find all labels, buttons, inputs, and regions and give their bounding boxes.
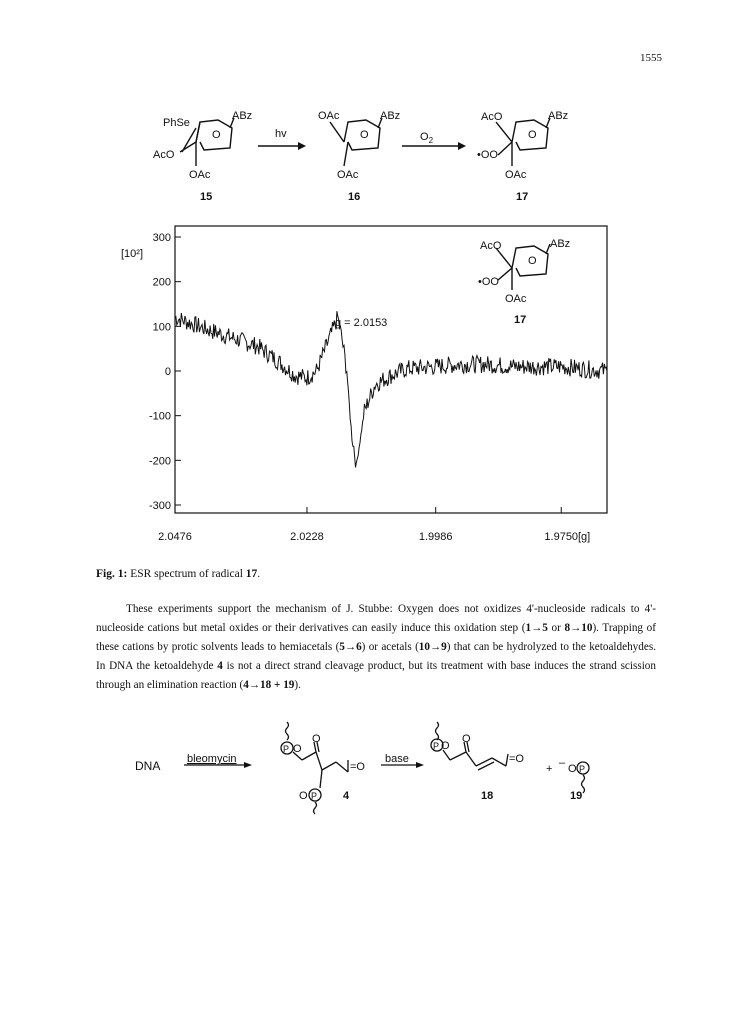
inset-label-peroxyl: •OO [478, 276, 499, 288]
arrow-label-bleomycin: bleomycin [187, 753, 237, 765]
compound-number-17: 17 [516, 191, 529, 203]
ring-oxygen: O [528, 129, 537, 141]
ring-oxygen: O [360, 129, 369, 141]
label-dna: DNA [135, 759, 161, 773]
page-number: 1555 [640, 52, 662, 64]
arrow-label-o2: $O_2$ [420, 131, 434, 145]
label-abz: ABz [380, 110, 401, 122]
label-oac: OAc [318, 110, 340, 122]
inset-compound-number: 17 [514, 314, 527, 326]
phosphate-p: P [433, 741, 440, 751]
label-oac: OAc [505, 169, 527, 181]
label-peroxyl: •OO [477, 149, 498, 161]
compound-number-15: 15 [200, 191, 213, 203]
y-tick-label: -300 [148, 500, 171, 512]
ring-oxygen: O [212, 129, 221, 141]
x-tick-label: 1.9750 [544, 531, 579, 543]
x-axis-label: [g] [578, 531, 591, 543]
label-abz: ABz [548, 110, 569, 122]
y-tick-label: 200 [152, 276, 171, 289]
phosphate-p: P [311, 791, 318, 801]
label-phse: PhSe [163, 117, 190, 129]
oxygen: O [312, 733, 321, 745]
oxygen: O [299, 790, 308, 802]
oxygen: O [568, 763, 577, 775]
arrow-label-hv: hv [275, 128, 287, 140]
label-oac: OAc [189, 169, 211, 181]
phosphate-p: P [579, 764, 586, 774]
aldehyde-oxygen: =O [350, 761, 365, 773]
plus-sign: + [546, 763, 553, 775]
x-tick-label: 2.0476 [158, 531, 192, 543]
figure-caption: Fig. 1: ESR spectrum of radical 17. [96, 568, 261, 580]
aldehyde-oxygen: =O [509, 753, 524, 765]
compound-number-19: 19 [570, 790, 583, 802]
inset-ring-oxygen: O [528, 255, 537, 267]
y-tick-label: 100 [152, 321, 171, 334]
oxygen: O [462, 733, 471, 745]
y-tick-label: 300 [152, 232, 171, 244]
label-aco: AcO [153, 149, 175, 161]
x-tick-label: 2.0228 [290, 531, 324, 543]
x-tick-label: 1.9986 [418, 531, 453, 543]
g-value-annotation: g = 2.0153 [335, 317, 388, 329]
inset-label-aco: AcO [480, 240, 502, 252]
inset-label-abz: ABz [550, 238, 571, 250]
compound-number-18: 18 [481, 790, 494, 802]
y-tick-label: -200 [148, 455, 171, 468]
y-tick-label: -100 [148, 410, 171, 423]
label-abz: ABz [232, 110, 253, 122]
oxygen: O [293, 743, 302, 755]
y-tick-label: 0 [164, 366, 171, 378]
inset-label-oac: OAc [505, 293, 527, 305]
compound-number-16: 16 [348, 191, 361, 203]
body-paragraph: These experiments support the mechanism of J. Stubbe: Oxygen does not oxidizes 4'-nucleoside radicals to 4'-nucleoside cations but metal oxides or their derivatives can easily induce this oxidation step (1→5 or 8→10). Trapping of these cations by protic solvents leads to hemiacetals (5→6) or acetals (10→9) that can be hydrolyzed to the ketoaldehydes. In DNA the ketoaldehyde 4 is not a direct strand cleavage product, but its treatment with base induces the strand scission through an elimination reaction (4→18 + 19). [96, 603, 656, 691]
minus-sign: – [559, 757, 566, 769]
label-aco: AcO [481, 111, 503, 123]
label-oac: OAc [337, 169, 359, 181]
oxygen: O [441, 740, 450, 752]
y-axis-label: [10²] [121, 248, 144, 260]
phosphate-p: P [283, 744, 290, 754]
compound-number-4: 4 [343, 790, 350, 802]
arrow-label-base: base [385, 753, 409, 765]
